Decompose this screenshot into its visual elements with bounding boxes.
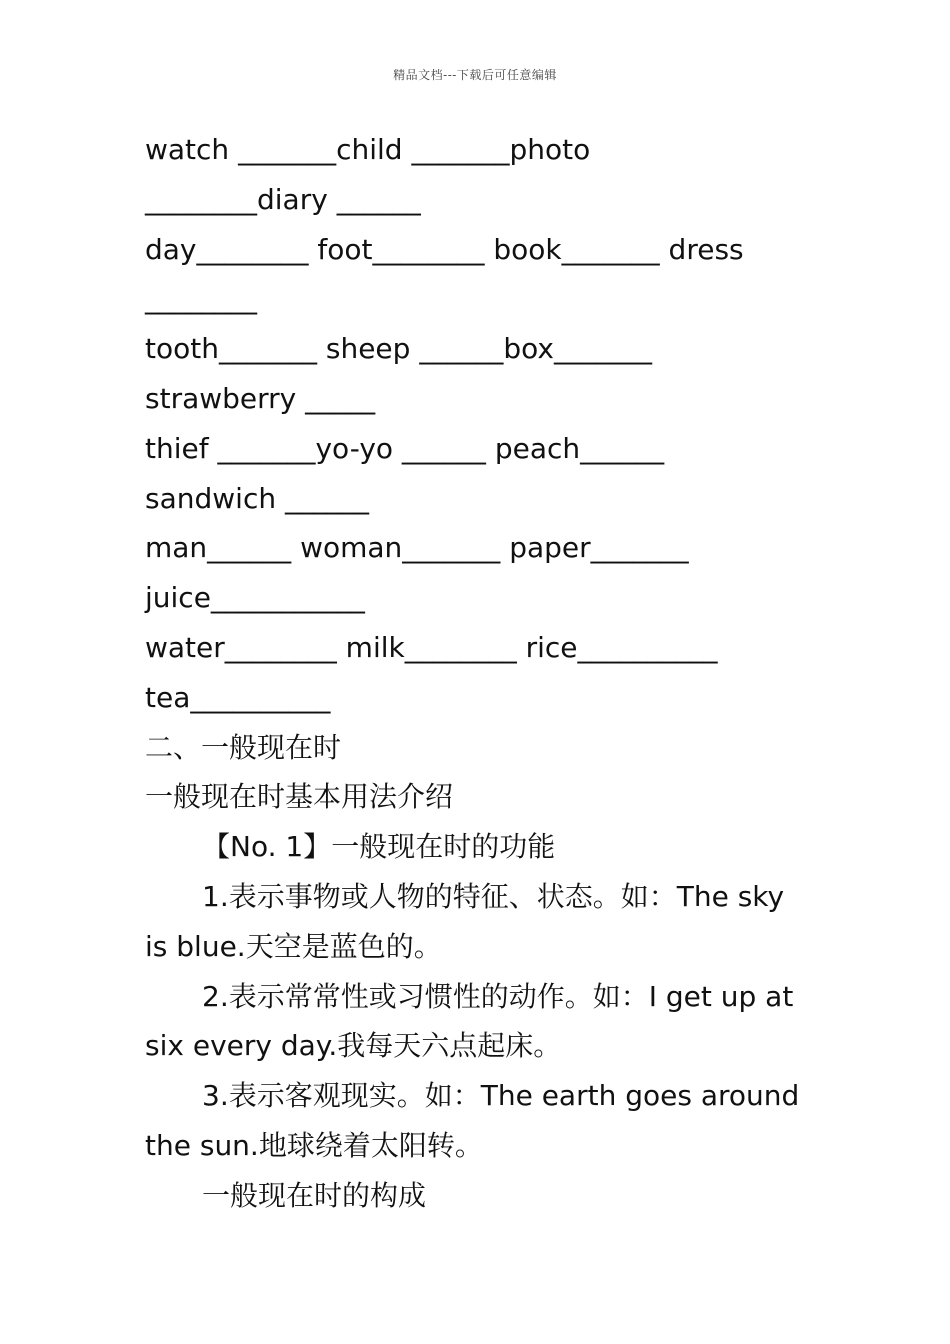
document-body: [145, 125, 805, 1221]
exercise-line-9: man______ woman_______ paper_______: [145, 531, 689, 565]
page-header: 精品文档---下载后可任意编辑: [393, 68, 557, 82]
exercise-line-11: water________ milk________ rice__________: [145, 630, 718, 664]
usage-3-line-1: 3.表示客观现实。如：The earth goes around: [202, 1079, 800, 1113]
exercise-line-2: ________diary ______: [145, 182, 421, 216]
exercise-line-7: thief _______yo-yo ______ peach______: [145, 431, 665, 465]
usage-2-line-1: 2.表示常常性或习惯性的动作。如：I get up at: [202, 979, 794, 1013]
structure-title: 一般现在时的构成: [202, 1178, 427, 1212]
usage-1-line-1: 1.表示事物或人物的特征、状态。如：The sky: [202, 879, 785, 913]
usage-1-line-2: is blue.天空是蓝色的。: [145, 929, 442, 963]
exercise-line-8: sandwich ______: [145, 481, 369, 515]
exercise-line-5: tooth_______ sheep ______box_______: [145, 332, 652, 366]
exercise-line-6: strawberry _____: [145, 381, 376, 415]
subsection-heading: 一般现在时基本用法介绍: [145, 780, 454, 814]
section-heading: 二、一般现在时: [145, 730, 342, 764]
function-title: 【No. 1】一般现在时的功能: [202, 830, 556, 864]
exercise-line-3: day________ foot________ book_______ dress: [145, 232, 744, 266]
exercise-line-1: watch _______child _______photo: [145, 133, 591, 166]
usage-2-line-2: six every day.我每天六点起床。: [145, 1029, 562, 1063]
exercise-line-12: tea__________: [145, 680, 331, 714]
usage-3-line-2: the sun.地球绕着太阳转。: [145, 1128, 483, 1162]
exercise-line-10: juice___________: [145, 581, 365, 615]
exercise-line-4: ________: [145, 282, 257, 316]
